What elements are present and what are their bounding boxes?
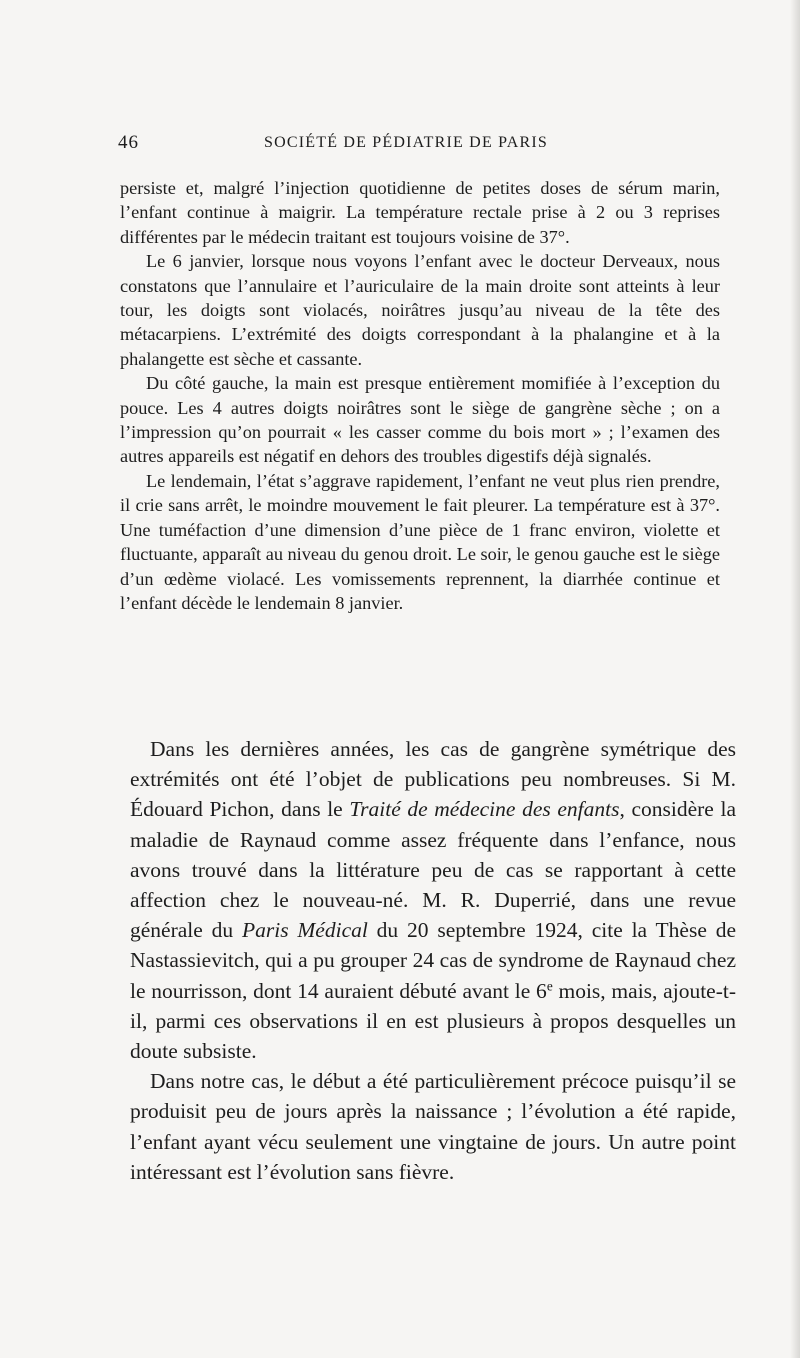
discussion-paragraph-1 bbox=[130, 734, 736, 1066]
ordinal-superscript: e bbox=[546, 978, 553, 994]
running-title: SOCIÉTÉ DE PÉDIATRIE DE PARIS bbox=[264, 134, 548, 151]
discussion-text-segment: du 20 septembre 1924, cite la Thèse de Nastassievitch, qui a pu grouper 24 cas de syndrome de Raynaud chez le nourrisson, dont 14 auraient débuté avant le 6 bbox=[130, 918, 736, 1003]
discussion-text-segment: , considère la maladie de Raynaud comme assez fréquente dans l’enfance, nous avons trouvé dans la littérature peu de cas se rapportant à cette affection chez le nouveau-né. M. R. Duperrié, dans une revue générale du bbox=[130, 797, 736, 943]
page-header bbox=[118, 132, 728, 158]
discussion-text-segment: mois, mais, ajoute-t-il, parmi ces observations il en est plusieurs à propos desquelles un doute subsiste. bbox=[130, 978, 736, 1064]
cited-journal-title: Paris Médical bbox=[241, 918, 368, 943]
page-edge-shadow bbox=[790, 0, 800, 1358]
case-paragraph-1: persiste et, malgré l’injection quotidienne de petites doses de sérum marin, l’enfant continue à maigrir. La température rectale prise à 2 ou 3 reprises différentes par le médecin traitant est toujours voisine de 37°. bbox=[120, 178, 720, 247]
cited-work-title: Traité de médecine des enfants bbox=[349, 797, 620, 822]
case-report-text bbox=[120, 176, 720, 615]
page-number: 46 bbox=[118, 132, 139, 153]
case-paragraph-3: Du côté gauche, la main est presque entièrement momifiée à l’exception du pouce. Les 4 autres doigts noirâtres sont le siège de gangrène sèche ; on a l’impression qu’on pourrait « les casser comme du bois mort » ; l’examen des autres appareils est négatif en dehors des troubles digestifs déjà signalés. bbox=[120, 373, 720, 467]
discussion-text-segment: Dans les dernières années, les cas de gangrène symétrique des extrémités ont été l’objet de publications peu nombreuses. Si M. Édouard Pichon, dans le bbox=[130, 737, 736, 822]
case-paragraph-2: Le 6 janvier, lorsque nous voyons l’enfant avec le docteur Derveaux, nous constatons que l’annulaire et l’auriculaire de la main droite sont atteints à leur tour, les doigts sont violacés, noirâtres jusqu’au niveau de la tête des métacarpiens. L’extrémité des doigts correspondant à la phalangine et à la phalangette est sèche et cassante. bbox=[120, 251, 720, 369]
discussion-paragraph-2: Dans notre cas, le début a été particulièrement précoce puisqu’il se produisit peu de jours après la naissance ; l’évolution a été rapide, l’enfant ayant vécu seulement une vingtaine de jours. Un autre point intéressant est l’évolution sans fièvre. bbox=[130, 1069, 736, 1184]
case-paragraph-4: Le lendemain, l’état s’aggrave rapidement, l’enfant ne veut plus rien prendre, il crie sans arrêt, le moindre mouvement le fait pleurer. La température est à 37°. Une tuméfaction d’une dimension d’une pièce de 1 franc environ, violette et fluctuante, apparaît au niveau du genou droit. Le soir, le genou gauche est le siège d’un œdème violacé. Les vomissements reprennent, la diarrhée continue et l’enfant décède le lendemain 8 janvier. bbox=[120, 470, 720, 613]
discussion-text bbox=[130, 734, 736, 1187]
